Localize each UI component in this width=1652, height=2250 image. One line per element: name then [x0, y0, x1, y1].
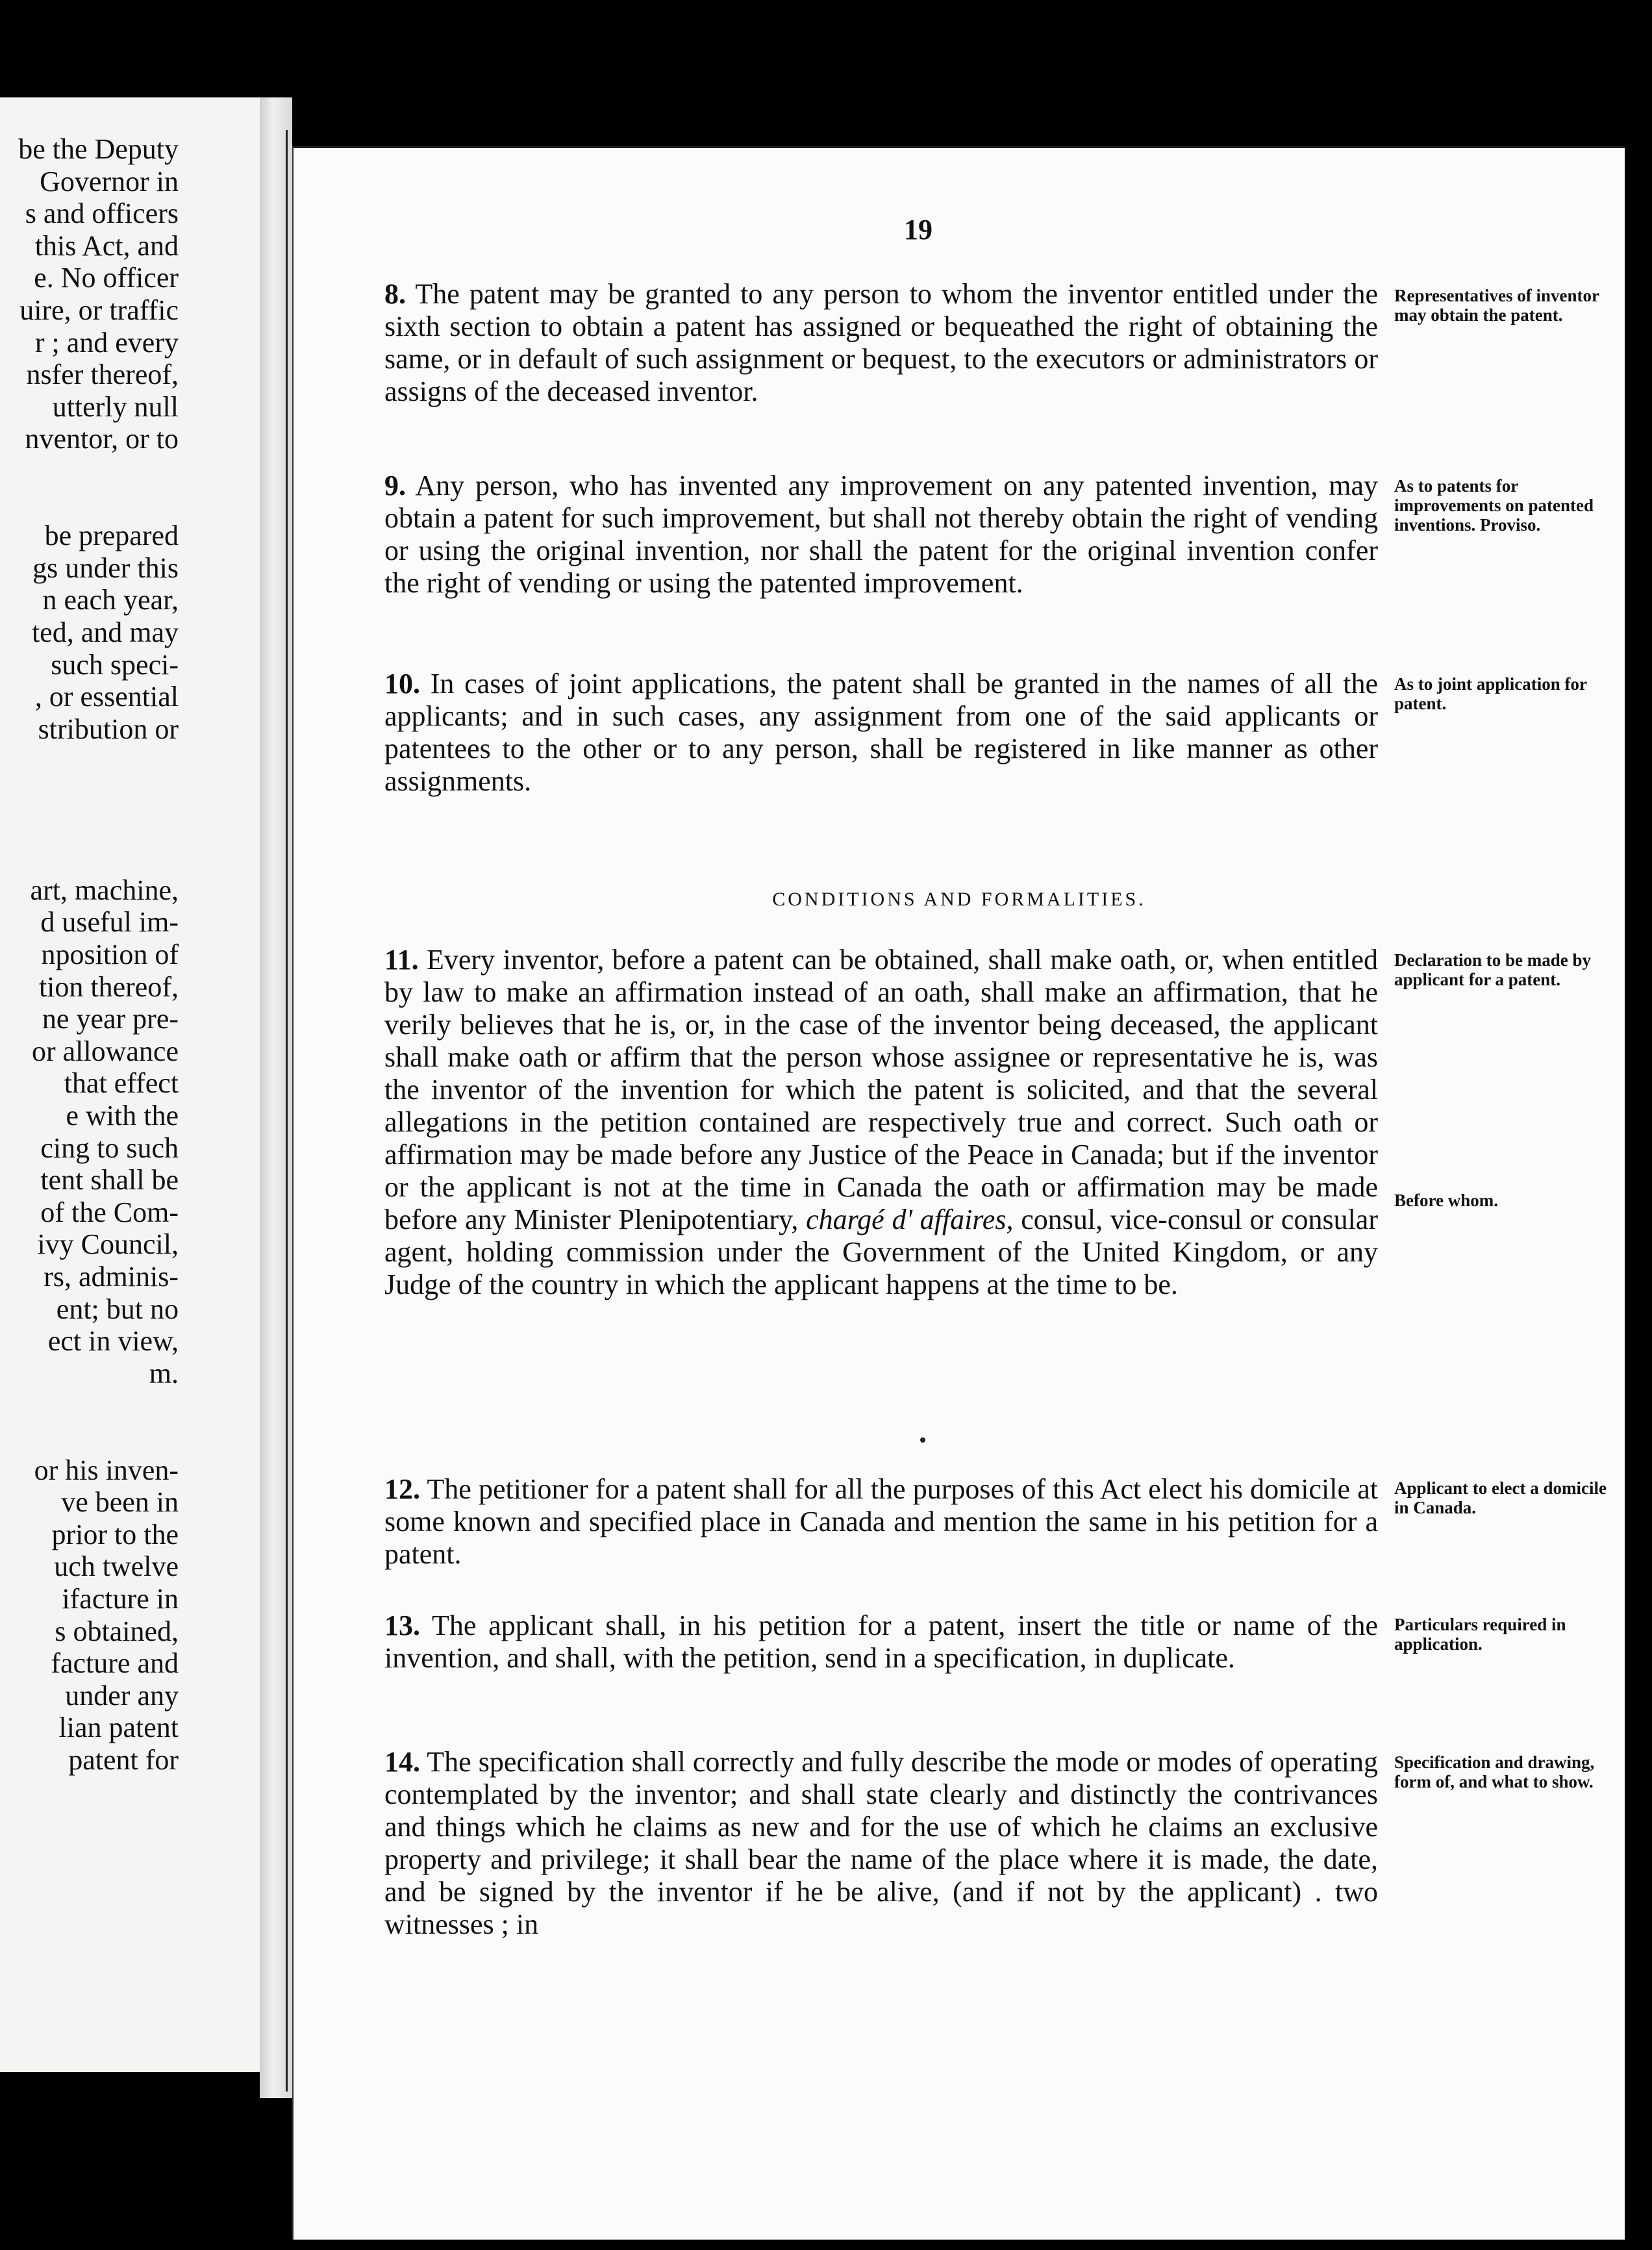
margin-note-8: Representatives of inventor may obtain the patent. — [1394, 286, 1599, 325]
facing-page-line: art, machine, — [30, 874, 179, 906]
section-number: 14. — [384, 1746, 420, 1778]
facing-page-line: r ; and every — [34, 326, 179, 359]
facing-page-line: facture and — [51, 1647, 179, 1680]
facing-page-line: or allowance — [32, 1035, 179, 1067]
section-13 — [384, 1610, 1378, 1675]
facing-page-line: this Act, and — [34, 229, 179, 262]
section-text: The petitioner for a patent shall for all the purposes of this Act elect his domicile at some known and specified place in Canada and mention the same in his petition for a patent. — [384, 1473, 1378, 1570]
facing-page-line: d useful im- — [40, 906, 179, 939]
section-text-cont: consul, vice-consul or consular agent, holding commission under the Government of the United Kingdom, or any Judge of the country in which the applicant happens at the time to be. — [384, 1204, 1378, 1300]
section-11 — [384, 944, 1378, 1301]
margin-note-11: Declaration to be made by applicant for a patent. — [1394, 950, 1591, 989]
facing-page-line: nposition of — [41, 939, 179, 970]
facing-page-line: tion thereof, — [38, 970, 179, 1003]
facing-page-line: m. — [149, 1357, 179, 1389]
facing-page-line: lian patent — [58, 1712, 179, 1744]
section-12 — [384, 1473, 1378, 1571]
facing-page-line: , or essential — [34, 681, 179, 713]
facing-page-line: of the Com- — [40, 1196, 179, 1228]
margin-note-14: Specification and drawing, form of, and what to show. — [1394, 1752, 1595, 1791]
section-number: 10. — [384, 668, 420, 700]
facing-page-line: patent for — [68, 1744, 179, 1776]
section-text: The specification shall correctly and fully describe the mode or modes of operating contemplated by the inventor; and shall state clearly and distinctly the contrivances and things which he claims as new and for the use of which he claims an exclusive property and privilege; it shall bear the name of the place where it is made, the date, and be signed by the inventor if he be alive, (and if not by the applicant) . two witnesses ; in — [384, 1746, 1378, 1940]
facing-page-line: ivy Council, — [37, 1228, 179, 1261]
facing-page-line: n each year, — [42, 584, 179, 616]
section-10 — [384, 668, 1378, 798]
facing-page-line: be the Deputy — [18, 133, 179, 165]
facing-page-line: ent; but no — [56, 1293, 179, 1325]
facing-page-line: ifacture in — [62, 1583, 179, 1615]
section-text: The applicant shall, in his petition for a patent, insert the title or name of the invention, and shall, with the petition, send in a specification, in duplicate. — [384, 1610, 1378, 1674]
margin-note-11-before-whom: Before whom. — [1394, 1191, 1498, 1210]
facing-page-line: tent shall be — [40, 1164, 179, 1196]
section-9 — [384, 470, 1378, 600]
facing-page-line: ne year pre- — [42, 1003, 179, 1035]
facing-page-line: ect in view, — [47, 1325, 179, 1358]
section-number: 12. — [384, 1473, 420, 1505]
document-page — [292, 146, 1625, 2240]
facing-page-line: s obtained, — [55, 1615, 179, 1647]
facing-page-line: nventor, or to — [25, 423, 179, 455]
margin-note-12: Applicant to elect a domicile in Canada. — [1394, 1478, 1607, 1517]
facing-page-line: be prepared — [44, 520, 179, 552]
facing-page-line: stribution or — [38, 713, 179, 745]
facing-page-line: or his inven- — [34, 1454, 179, 1486]
section-14 — [384, 1746, 1378, 1941]
facing-page-line: e with the — [66, 1100, 179, 1131]
facing-page-line: gs under this — [32, 551, 179, 584]
facing-page-line: prior to the — [51, 1518, 179, 1550]
section-number: 8. — [384, 278, 406, 310]
section-text: Every inventor, before a patent can be obtained, shall make oath, or, when entitled by law to make an affirmation instead of an oath, shall make an affirmation, that he verily believes that he is, or, in the case of the inventor being deceased, the applicant shall make oath or affirm that the person whose assignee or representative he is, was the inventor of the invention for which the patent is solicited, and that the several allegations in the petition contained are respectively true and correct. Such oath or affirmation may be made before any Justice of the Peace in Canada; but if the inventor or the applicant is not at the time in Canada the oath or affirmation may be made before any Minister Plenipotentiary, — [384, 944, 1379, 1235]
page-number: 19 — [904, 214, 932, 246]
section-text: Any person, who has invented any improvement on any patented invention, may obtain a patent for such improvement, but shall not thereby obtain the right of vending or using the original invention, nor shall the patent for the original invention confer the right of vending or using the patented improvement. — [384, 470, 1378, 599]
section-number: 9. — [384, 470, 406, 501]
facing-page-line: cing to such — [40, 1131, 179, 1164]
section-text-italic: chargé d' affaires, — [806, 1204, 1014, 1235]
facing-page-line: utterly null — [52, 390, 179, 423]
facing-page-line: ted, and may — [31, 616, 179, 648]
facing-page-line: under any — [65, 1679, 179, 1712]
section-heading: CONDITIONS AND FORMALITIES. — [772, 889, 1146, 910]
facing-page-line: that effect — [64, 1067, 179, 1100]
facing-page-line: s and officers — [25, 197, 179, 230]
section-number: 13. — [384, 1610, 420, 1641]
section-8 — [384, 278, 1378, 408]
facing-page-line: rs, adminis- — [44, 1261, 179, 1293]
facing-page-line: ve been in — [61, 1486, 179, 1519]
facing-page-line: such speci- — [51, 648, 179, 681]
facing-page-line: Governor in — [40, 165, 179, 197]
ink-dot — [920, 1437, 925, 1443]
margin-note-13: Particulars required in application. — [1394, 1615, 1566, 1654]
section-text: The patent may be granted to any person to whom the inventor entitled under the sixth section to obtain a patent has assigned or bequeathed the right of obtaining the same, or in default of such assignment or bequest, to the executors or administrators or assigns of the deceased inventor. — [384, 278, 1378, 407]
facing-page-line: uch twelve — [54, 1550, 179, 1583]
margin-note-10: As to joint application for patent. — [1394, 674, 1587, 713]
section-text: In cases of joint applications, the patent shall be granted in the names of all the applicants; and in such cases, any assignment from one of the said applicants or patentees to the other or to any person, shall be registered in like manner as other assignments. — [384, 668, 1378, 797]
facing-page-fragment — [0, 97, 260, 2072]
facing-page-line: e. No officer — [34, 262, 179, 294]
facing-page-line: uire, or traffic — [19, 294, 179, 326]
section-number: 11. — [384, 944, 419, 976]
margin-note-9: As to patents for improvements on patented inventions. Proviso. — [1394, 476, 1594, 535]
facing-page-line: nsfer thereof, — [26, 359, 179, 391]
